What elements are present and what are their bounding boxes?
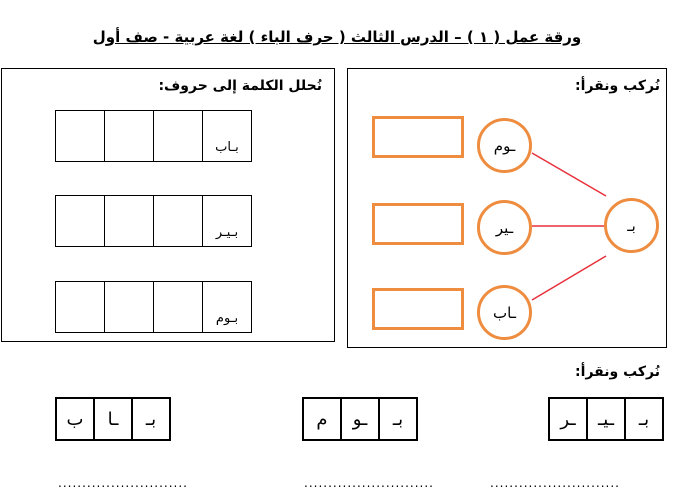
answer-box-1[interactable] [372,116,464,158]
word-text: بـاب [215,140,239,155]
analyze-heading: نُحلل الكلمة إلى حروف: [158,78,322,94]
ending-circle-3: ـاب [477,285,532,340]
letter-cell: ب [55,397,95,441]
letter-set-1 [548,397,664,441]
answer-box-3[interactable] [372,288,464,330]
answer-box-2[interactable] [372,203,464,245]
letter-cell: ـو [340,397,380,441]
letter-cell: ـيـ [586,397,626,441]
word-text: بـيـر [215,225,239,240]
letter-cell: ـا [93,397,133,441]
answer-dots-1[interactable]: ........................... [490,476,620,490]
letter-cell: ـر [548,397,588,441]
connector-line [532,153,606,196]
compose-heading: نُركب ونقرأ: [575,78,660,94]
letter-cell: بـ [378,397,418,441]
answer-dots-2[interactable]: ........................... [304,476,434,490]
ending-circle-2: ـير [477,200,532,255]
worksheet-title: ورقة عمل ( ١ ) – الدرس الثالث ( حرف الباء ) لغة عربية - صف أول [92,28,582,46]
letter-set-3 [55,397,171,441]
source-letter-circle: بـ [604,198,659,253]
letter-set-2 [302,397,418,441]
answer-dots-3[interactable]: ........................... [58,476,188,490]
connector-line [532,256,606,300]
word-text: بـوم [215,311,239,326]
ending-circle-1: ـوم [477,118,532,173]
bottom-heading: نُركب ونقرأ: [575,364,660,380]
letter-cell: بـ [131,397,171,441]
letter-cell: م [302,397,342,441]
letter-cell: بـ [624,397,664,441]
